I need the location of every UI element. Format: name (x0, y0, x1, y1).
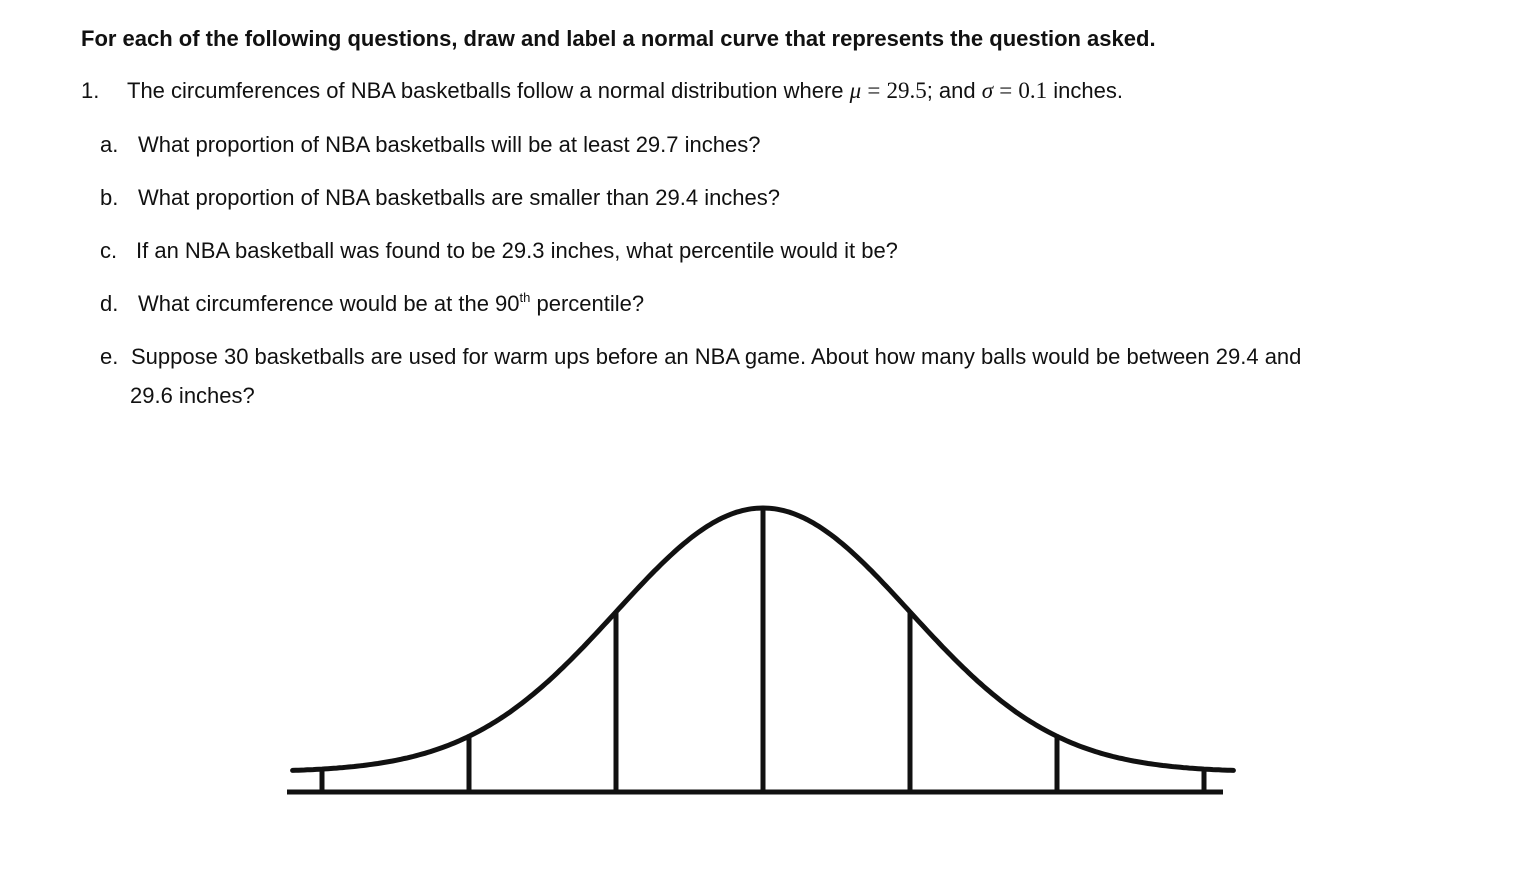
sigma-equals: = (999, 78, 1013, 103)
part-c-letter: c. (100, 238, 118, 263)
part-d-superscript: th (519, 290, 531, 305)
mu-symbol: μ (849, 78, 862, 103)
part-c-text: If an NBA basketball was found to be 29.3 inches, what percentile would it be? (136, 238, 898, 263)
sigma-value: 0.1 (1018, 78, 1048, 103)
part-a-letter: a. (100, 132, 119, 157)
part-b-letter: b. (100, 185, 119, 210)
sd-division-lines (322, 508, 1204, 792)
mu-equals: = (867, 78, 881, 103)
part-a-text: What proportion of NBA basketballs will be at least 29.7 inches? (138, 132, 761, 157)
part-e-text-line2: 29.6 inches? (130, 383, 255, 408)
question-text-after: inches. (1053, 78, 1123, 103)
part-d-text-before: What circumference would be at the 90 (138, 291, 520, 316)
question-number: 1. (81, 78, 100, 103)
sigma-symbol: σ (981, 78, 994, 103)
part-b-text: What proportion of NBA basketballs are smaller than 29.4 inches? (138, 185, 781, 210)
part-d-letter: d. (100, 291, 119, 316)
mu-value: 29.5 (886, 78, 927, 103)
part-d-text-after: percentile? (530, 291, 645, 316)
question-separator: ; and (926, 78, 976, 103)
question-text-before: The circumferences of NBA basketballs follow a normal distribution where (127, 78, 844, 103)
instructions: For each of the following questions, draw and label a normal curve that represents the question asked. (81, 26, 1156, 51)
part-e-letter: e. (100, 344, 119, 369)
part-e-text-line1: Suppose 30 basketballs are used for warm ups before an NBA game. About how many balls would be between 29.4 and (131, 344, 1302, 369)
